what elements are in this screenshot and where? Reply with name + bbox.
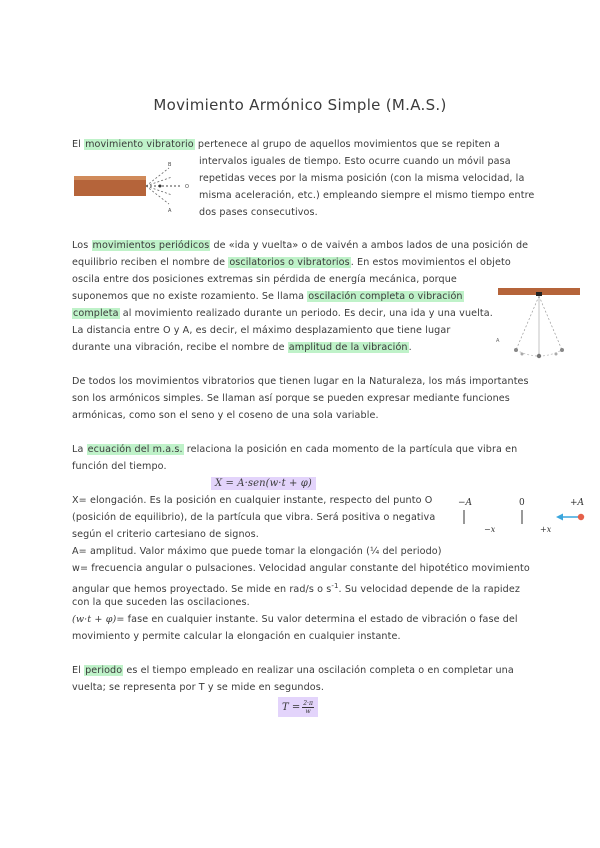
p2-line-6: La distancia entre O y A, es decir, el máximo desplazamiento que tiene lugar <box>72 325 451 336</box>
mas-formula: X = A·sen(w·t + φ) <box>211 477 316 491</box>
phase-definition-2: movimiento y permite calcular la elongación en cualquier instante. <box>72 631 401 642</box>
x-definition-3: según el criterio cartesiano de signos. <box>72 529 259 540</box>
p2-line-3: oscila entre dos posiciones extremas sin pérdida de energía mecánica, porque <box>72 274 457 285</box>
highlight-periodo: periodo <box>85 665 123 676</box>
page-title: Movimiento Armónico Simple (M.A.S.) <box>153 96 447 114</box>
p1-line-2: intervalos iguales de tiempo. Esto ocurre cuando un móvil pasa <box>199 156 511 167</box>
p2-line-1: Los movimientos periódicos de «ida y vuelta» o de vaivén a ambos lados de una posición de <box>72 240 529 251</box>
elongation-axis-diagram <box>452 494 590 538</box>
highlight-oscilatorios: oscilatorios o vibratorios <box>229 257 350 268</box>
w-definition-3: con la que suceden las oscilaciones. <box>72 597 250 608</box>
label-a: A <box>168 208 172 214</box>
axis-label-pos-x: +x <box>540 525 552 534</box>
p2-line-5: completa al movimiento realizado durante un periodo. Es decir, una ida y una vuelta. <box>73 308 493 319</box>
p1-line-4: misma aceleración, etc.) empleando siempre el mismo tiempo entre <box>199 190 535 201</box>
highlight-movimiento-vibratorio: movimiento vibratorio <box>85 139 194 150</box>
p2-line-7: durante una vibración, recibe el nombre de amplitud de la vibración. <box>72 342 412 353</box>
p1-line-1: El movimiento vibratorio pertenece al grupo de aquellos movimientos que se repiten a <box>72 139 500 150</box>
label-o: O <box>185 184 189 190</box>
period-formula: T = $\frac{2\cdot\pi}{w}$ <box>278 697 318 717</box>
axis-label-pos-a: +A <box>570 498 585 508</box>
x-definition-2: (posición de equilibrio), de la partícula que vibra. Será positiva o negativa <box>72 512 436 523</box>
p1-line-3: repetidas veces por la misma posición (con la misma velocidad, la <box>199 173 525 184</box>
highlight-ecuacion-mas: ecuación del m.a.s. <box>87 444 183 455</box>
pendulum-diagram <box>492 284 584 364</box>
p4-line-2: función del tiempo. <box>72 461 167 472</box>
highlight-completa: completa <box>73 308 119 319</box>
highlight-amplitud: amplitud de la vibración <box>288 342 408 353</box>
p5-line-2: vuelta; se representa por T y se mide en segundos. <box>72 682 325 693</box>
axis-label-neg-x: −x <box>484 525 496 534</box>
highlight-movimientos-periodicos: movimientos periódicos <box>92 240 210 251</box>
pendulum-label-a: A <box>496 338 500 344</box>
p2-line-4: suponemos que no existe rozamiento. Se llama oscilación completa o vibración <box>72 291 463 302</box>
label-b: B <box>168 162 172 168</box>
w-definition-1: w= frecuencia angular o pulsaciones. Velocidad angular constante del hipotético movimiento <box>72 563 530 574</box>
particle-ball <box>578 514 584 520</box>
a-definition: A= amplitud. Valor máximo que puede tomar la elongación (¼ del periodo) <box>72 546 442 557</box>
p3-line-1: De todos los movimientos vibratorios que tienen lugar en la Naturaleza, los más importantes <box>72 376 529 387</box>
w-definition-2: angular que hemos proyectado. Se mide en rad/s o $s^{-1}$. Su velocidad depende de la rapidez <box>72 582 520 596</box>
p3-line-2: son los armónicos simples. Se llaman así porque se pueden expresar mediante funciones <box>72 393 510 404</box>
p3-line-3: armónicas, como son el seno y el coseno de una sola variable. <box>72 410 379 421</box>
p5-line-1: El periodo es el tiempo empleado en realizar una oscilación completa o en completar una <box>72 665 514 676</box>
phase-definition-1: (w·t + φ)= fase en cualquier instante. Su valor determina el estado de vibración o fase del <box>72 614 518 625</box>
period-fraction: $\frac{2\cdot\pi}{w}$ <box>303 699 313 715</box>
p2-line-2: equilibrio reciben el nombre de oscilatorios o vibratorios. En estos movimientos el objeto <box>72 257 511 268</box>
x-definition-1: X= elongación. Es la posición en cualquier instante, respecto del punto O <box>72 495 433 506</box>
spring-oscillator-diagram <box>74 160 199 216</box>
p1-line-5: dos pases consecutivos. <box>199 207 318 218</box>
highlight-oscilacion-completa: oscilación completa o vibración <box>308 291 463 302</box>
axis-label-zero: 0 <box>519 498 525 508</box>
axis-label-neg-a: −A <box>458 498 473 508</box>
p4-line-1: La ecuación del m.a.s. relaciona la posición en cada momento de la partícula que vibra en <box>72 444 518 455</box>
